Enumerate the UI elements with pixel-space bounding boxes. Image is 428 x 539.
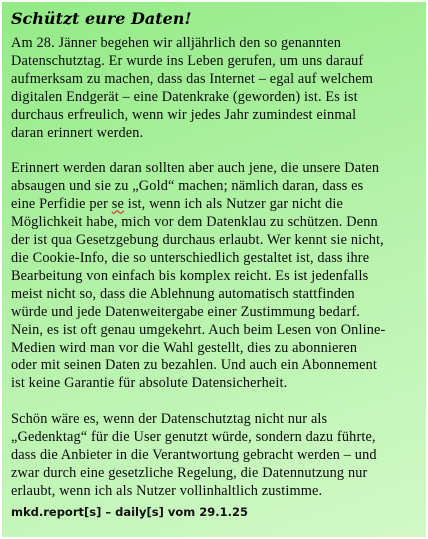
text-line: meist nicht so, dass die Ablehnung automatisch stattfinden xyxy=(11,285,355,302)
text-line: Bearbeitung von einfach bis komplex reicht. Es ist jedenfalls xyxy=(11,267,369,284)
text-line: Schön wäre es, wenn der Datenschutztag nicht nur als xyxy=(11,411,328,428)
spellcheck-marked-word: se xyxy=(111,196,124,213)
text-line: Möglichkeit habe, mich vor dem Datenklau zu schützen. Denn xyxy=(11,214,378,231)
text-segment: ist, wenn ich als Nutzer gar nicht die xyxy=(123,196,344,213)
text-line: dass die Anbieter in die Verantwortung gebracht werden – und xyxy=(11,447,377,464)
text-line: Am 28. Jänner begehen wir alljährlich den so genannten xyxy=(11,35,342,51)
text-line: Erinnert werden daran sollten aber auch jene, die unsere Daten xyxy=(11,160,380,177)
text-line: die Cookie-Info, die so unterschiedlich gestaltet ist, dass ihre xyxy=(11,249,370,266)
text-line: absaugen und sie zu „Gold“ machen; nämlich daran, dass es xyxy=(11,178,364,195)
paragraph-gap xyxy=(11,142,418,160)
text-line: erlaubt, wenn ich als Nutzer vollinhaltlich zustimme. xyxy=(11,482,323,499)
article-body xyxy=(11,35,418,501)
text-line: zwar durch eine gesetzliche Regelung, die Datennutzung nur xyxy=(11,464,368,481)
text-line: digitalen Endgerät – eine Datenkrake (geworden) ist. Es ist xyxy=(11,88,358,105)
article-card xyxy=(2,2,426,537)
paragraph-gap xyxy=(11,393,418,411)
text-line: oder mit seinen Daten zu bezahlen. Und auch ein Abonnement xyxy=(11,357,378,374)
text-line: Medien wird man vor die Wahl gestellt, dies zu abonnieren xyxy=(11,339,358,356)
paragraph xyxy=(11,35,418,142)
text-line: der ist qua Gesetzgebung durchaus erlaubt. Wer kennt sie nicht, xyxy=(11,232,384,249)
text-line: Datenschutztag. Er wurde ins Leben gerufen, um uns darauf xyxy=(11,52,364,69)
text-line: Nein, es ist oft genau umgekehrt. Auch beim Lesen von Online- xyxy=(11,321,386,338)
paragraph xyxy=(11,411,418,501)
text-line: ist keine Garantie für absolute Datensicherheit. xyxy=(11,375,288,392)
text-segment: eine Perfidie per xyxy=(11,196,112,213)
text-line: aufmerksam zu machen, dass das Internet – egal auf welchem xyxy=(11,70,374,87)
text-line: durchaus erfreulich, wenn wir jedes Jahr zumindest einmal xyxy=(11,106,357,123)
article-title: Schützt eure Daten! xyxy=(11,9,192,28)
text-line xyxy=(11,196,418,214)
article-footer: mkd.report[s] – daily[s] vom 29.1.25 xyxy=(11,504,248,519)
text-line: würde und jede Datenweitergabe einer Zustimmung bedarf. xyxy=(11,303,361,320)
text-line: „Gedenktag“ für die User genutzt würde, sondern dazu führte, xyxy=(11,429,376,446)
paragraph xyxy=(11,160,418,393)
text-line: daran erinnert werden. xyxy=(11,124,144,141)
